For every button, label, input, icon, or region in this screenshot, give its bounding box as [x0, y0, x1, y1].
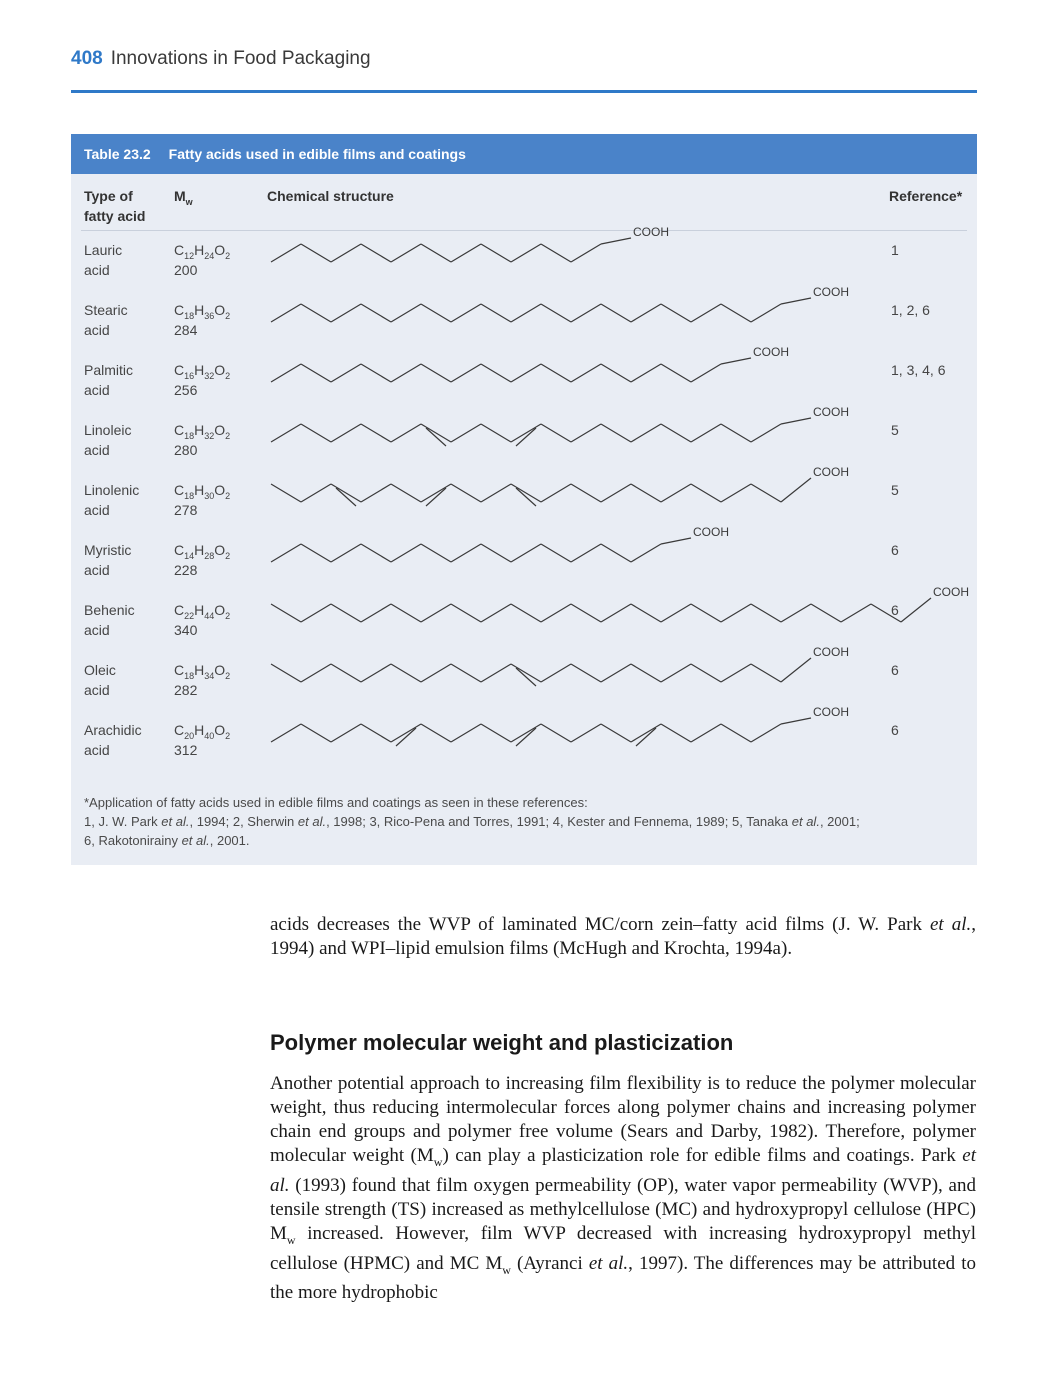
molecular-weight: 284	[174, 322, 198, 338]
cooh-label: COOH	[933, 585, 969, 599]
p2-sub-w: w	[286, 1232, 296, 1247]
chain-bond	[661, 664, 691, 682]
table-number: Table 23.2	[84, 146, 151, 162]
chain-bond	[451, 304, 481, 322]
chain-bond	[541, 424, 571, 442]
chain-bond	[481, 304, 511, 322]
formula-c: 18	[184, 490, 195, 501]
chain-bond	[301, 604, 331, 622]
acid-name-line2: acid	[84, 382, 110, 398]
p2-text-b: ) can play a plasticization role for edible films and coatings. Park	[442, 1145, 963, 1166]
formula-h: 32	[204, 430, 215, 441]
chain-bond	[331, 724, 361, 742]
fn-etal: et al.	[181, 833, 210, 848]
reference-cell: 1, 3, 4, 6	[891, 362, 946, 378]
chain-bond	[271, 484, 301, 502]
chain-bond	[781, 478, 811, 502]
chain-bond	[361, 424, 391, 442]
fatty-acids-table	[71, 134, 977, 865]
chain-bond	[571, 544, 601, 562]
acid-name-line1: Myristic	[84, 542, 132, 558]
chain-bond	[271, 724, 301, 742]
chain-bond	[601, 724, 631, 742]
molecular-weight: 312	[174, 742, 198, 758]
formula-h: 40	[204, 730, 215, 741]
fn-ref6: 6, Rakotonirainy	[84, 833, 182, 848]
paragraph-2	[270, 1072, 976, 1305]
formula-o: 2	[225, 550, 231, 561]
formula-h: 32	[204, 370, 215, 381]
molecular-formula: $C_{22}H_{44}O_2$	[174, 602, 231, 621]
chain-bond	[361, 244, 391, 262]
chain-bond	[571, 364, 601, 382]
molecular-formula: $C_{18}H_{36}O_2$	[174, 302, 231, 321]
chain-bond	[661, 304, 691, 322]
chain-bond	[811, 604, 841, 622]
p1-text-b: , 1994) and WPI–lipid emulsion films (McHugh and Krochta, 1994a).	[270, 914, 976, 959]
chain-bond	[781, 418, 811, 424]
chain-bond	[511, 364, 541, 382]
molecular-formula: $C_{18}H_{34}O_2$	[174, 662, 231, 681]
cooh-label: COOH	[813, 645, 849, 659]
chain-bond	[661, 538, 691, 544]
p2-text-e: (Ayranci	[510, 1252, 589, 1274]
formula-c: 22	[184, 610, 195, 621]
chain-bond	[511, 244, 541, 262]
chain-bond	[481, 364, 511, 382]
chain-bond	[481, 664, 511, 682]
fn-etal: et al.	[161, 814, 190, 829]
acid-name-line2: acid	[84, 442, 110, 458]
header-mw	[174, 186, 193, 212]
chain-bond	[781, 718, 811, 724]
chain-bond	[661, 424, 691, 442]
molecular-weight: 282	[174, 682, 198, 698]
chain-bond	[301, 424, 331, 442]
chain-bond	[331, 544, 361, 562]
reference-cell: 5	[891, 482, 899, 498]
acid-name-line1: Arachidic	[84, 722, 142, 738]
chain-bond	[541, 484, 571, 502]
chain-bond	[751, 484, 781, 502]
formula-c: 12	[184, 250, 195, 261]
p1-text-a: acids decreases the WVP of laminated MC/corn zein–fatty acid films (J. W. Park	[270, 914, 930, 935]
chain-bond	[391, 364, 421, 382]
section-heading: Polymer molecular weight and plasticization	[270, 1030, 734, 1055]
chain-bond	[301, 484, 331, 502]
chain-bond	[481, 724, 511, 742]
chain-bond	[511, 304, 541, 322]
chain-bond	[391, 724, 421, 742]
chain-bond	[691, 484, 721, 502]
chain-bond	[601, 484, 631, 502]
chain-bond	[871, 604, 901, 622]
molecular-weight: 228	[174, 562, 198, 578]
chain-bond	[661, 364, 691, 382]
chain-bond	[571, 244, 601, 262]
acid-name-line2: acid	[84, 562, 110, 578]
formula-o: 2	[225, 610, 231, 621]
formula-o: 2	[225, 730, 231, 741]
table-caption	[71, 134, 977, 174]
chain-bond	[421, 544, 451, 562]
chain-bond	[691, 724, 721, 742]
chain-bond	[331, 244, 361, 262]
chain-bond	[721, 724, 751, 742]
chain-bond	[541, 604, 571, 622]
chain-bond	[451, 364, 481, 382]
formula-h: 24	[204, 250, 215, 261]
p2-text-a: Another potential approach to increasing film flexibility is to reduce the polymer molecular weight, thus reducing intermolecular forces along polymer chains and increasing polymer chain end groups and polymer free volume (Sears and Darby, 1982). Therefore, polymer molecular weight (M	[270, 1073, 976, 1166]
formula-o: 2	[225, 250, 231, 261]
chain-bond	[601, 544, 631, 562]
header-mw-main: M	[174, 188, 186, 204]
fn-ref1: 1, J. W. Park	[84, 814, 162, 829]
chain-bond	[721, 304, 751, 322]
chain-bond	[271, 544, 301, 562]
chain-bond	[331, 304, 361, 322]
chain-bond	[391, 424, 421, 442]
molecular-weight: 256	[174, 382, 198, 398]
chain-bond	[451, 484, 481, 502]
chain-bond	[631, 544, 661, 562]
chain-bond	[421, 304, 451, 322]
acid-name-line1: Linoleic	[84, 422, 132, 438]
header-mw-sub: w	[185, 196, 193, 207]
chain-bond	[571, 424, 601, 442]
table-row	[71, 705, 977, 780]
fn-ref4: , 2001;	[819, 814, 860, 829]
chain-bond	[751, 724, 781, 742]
fn-etal: et al.	[297, 814, 327, 829]
chain-bond	[271, 244, 301, 262]
formula-h: 28	[204, 550, 215, 561]
chain-bond	[601, 364, 631, 382]
header-reference: Reference*	[889, 188, 963, 204]
footnote-line1: *Application of fatty acids used in edible films and coatings as seen in these references:	[84, 795, 588, 810]
cooh-label: COOH	[633, 225, 669, 239]
molecular-formula: $C_{12}H_{24}O_2$	[174, 242, 231, 261]
chain-bond	[571, 604, 601, 622]
formula-h: 34	[204, 670, 215, 681]
acid-name-line1: Stearic	[84, 302, 128, 318]
reference-cell: 6	[891, 542, 899, 558]
chain-bond	[601, 304, 631, 322]
chain-bond	[841, 604, 871, 622]
chain-bond	[361, 544, 391, 562]
p1-etal: et al.	[930, 914, 972, 935]
reference-cell: 5	[891, 422, 899, 438]
chain-bond	[331, 664, 361, 682]
footnote-line3	[84, 831, 964, 850]
chain-bond	[721, 664, 751, 682]
p2-text-f: , 1997). The differences may be attributed to the more hydrophobic	[270, 1252, 976, 1304]
chain-bond	[361, 664, 391, 682]
chain-bond	[391, 484, 421, 502]
p2-text-d: increased. However, film WVP decreased with increasing hydroxypropyl methyl cellulose (HPMC) and MC M	[270, 1222, 976, 1274]
chain-bond	[481, 484, 511, 502]
acid-name-line1: Behenic	[84, 602, 135, 618]
acid-name-line1: Lauric	[84, 242, 123, 258]
chain-bond	[271, 604, 301, 622]
formula-h: 30	[204, 490, 215, 501]
p2-sub-w: w	[502, 1262, 511, 1277]
reference-cell: 1	[891, 242, 899, 258]
formula-o: 2	[225, 310, 231, 321]
header-structure: Chemical structure	[267, 188, 394, 204]
molecular-weight: 200	[174, 262, 198, 278]
chain-bond	[391, 244, 421, 262]
chain-bond	[601, 424, 631, 442]
acid-name-line1: Palmitic	[84, 362, 134, 378]
chain-bond	[631, 724, 661, 742]
chain-bond	[301, 724, 331, 742]
chain-bond	[271, 364, 301, 382]
cooh-label: COOH	[813, 465, 849, 479]
chain-bond	[511, 484, 541, 502]
chain-bond	[571, 724, 601, 742]
table-footnote	[84, 793, 964, 850]
formula-o: 2	[225, 370, 231, 381]
chain-bond	[451, 544, 481, 562]
chain-bond	[451, 724, 481, 742]
fn-ref6-year: , 2001.	[209, 833, 250, 848]
formula-o: 2	[225, 670, 231, 681]
formula-c: 18	[184, 670, 195, 681]
acid-name-line2: acid	[84, 742, 110, 758]
chain-bond	[331, 424, 361, 442]
chain-bond	[421, 724, 451, 742]
p2-etal: et al.	[270, 1145, 976, 1196]
paragraph-1	[270, 913, 976, 961]
chain-bond	[511, 604, 541, 622]
molecular-formula: $C_{14}H_{28}O_2$	[174, 542, 231, 561]
chain-bond	[421, 244, 451, 262]
p2-text-c: (1993) found that film oxygen permeability (OP), water vapor permeability (WVP), and tensile strength (TS) increased as methylcellulose (MC) and hydroxypropyl cellulose (HPC) M	[270, 1174, 976, 1244]
header-type-line2: fatty acid	[84, 208, 146, 224]
cooh-label: COOH	[813, 405, 849, 419]
chain-bond	[751, 664, 781, 682]
chain-bond	[691, 364, 721, 382]
molecular-weight: 280	[174, 442, 198, 458]
chain-bond	[751, 424, 781, 442]
chain-bond	[541, 304, 571, 322]
formula-c: 14	[184, 550, 195, 561]
chain-bond	[361, 724, 391, 742]
chain-bond	[301, 544, 331, 562]
cooh-label: COOH	[693, 525, 729, 539]
chain-bond	[361, 304, 391, 322]
chain-bond	[421, 664, 451, 682]
chain-bond	[721, 604, 751, 622]
chain-bond	[481, 244, 511, 262]
chain-bond	[901, 598, 931, 622]
chain-bond	[541, 664, 571, 682]
chain-bond	[271, 304, 301, 322]
chain-bond	[301, 304, 331, 322]
chain-bond	[331, 364, 361, 382]
chain-bond	[601, 604, 631, 622]
molecular-formula: $C_{18}H_{30}O_2$	[174, 482, 231, 501]
acid-name-line2: acid	[84, 622, 110, 638]
running-head	[71, 48, 371, 70]
chain-bond	[391, 304, 421, 322]
chain-bond	[331, 484, 361, 502]
chain-bond	[541, 724, 571, 742]
page-number: 408	[71, 48, 103, 69]
chain-bond	[571, 304, 601, 322]
acid-name-line2: acid	[84, 502, 110, 518]
formula-h: 36	[204, 310, 215, 321]
chain-bond	[691, 664, 721, 682]
chain-bond	[271, 664, 301, 682]
chain-bond	[451, 604, 481, 622]
chain-bond	[421, 604, 451, 622]
molecular-formula: $C_{20}H_{40}O_2$	[174, 722, 231, 741]
chain-bond	[631, 304, 661, 322]
chain-bond	[631, 604, 661, 622]
chain-bond	[751, 304, 781, 322]
chain-bond	[391, 604, 421, 622]
chain-bond	[661, 604, 691, 622]
chain-bond	[391, 544, 421, 562]
formula-o: 2	[225, 490, 231, 501]
chain-bond	[691, 304, 721, 322]
chain-bond	[601, 664, 631, 682]
formula-c: 18	[184, 310, 195, 321]
chain-bond	[781, 658, 811, 682]
formula-c: 16	[184, 370, 195, 381]
chain-bond	[781, 298, 811, 304]
chain-bond	[661, 484, 691, 502]
cooh-label: COOH	[813, 285, 849, 299]
acid-name-line2: acid	[84, 262, 110, 278]
chain-bond	[601, 238, 631, 244]
acid-name-line2: acid	[84, 682, 110, 698]
reference-cell: 1, 2, 6	[891, 302, 930, 318]
formula-h: 44	[204, 610, 215, 621]
book-title: Innovations in Food Packaging	[110, 48, 371, 69]
chain-bond	[511, 724, 541, 742]
acid-name-line1: Oleic	[84, 662, 116, 678]
reference-cell: 6	[891, 662, 899, 678]
formula-o: 2	[225, 430, 231, 441]
reference-cell: 6	[891, 602, 899, 618]
chain-bond	[541, 544, 571, 562]
chain-bond	[421, 364, 451, 382]
chain-bond	[721, 484, 751, 502]
chain-bond	[631, 424, 661, 442]
formula-c: 20	[184, 730, 195, 741]
chain-bond	[721, 424, 751, 442]
molecular-formula: $C_{16}H_{32}O_2$	[174, 362, 231, 381]
chain-bond	[781, 604, 811, 622]
header-rule	[71, 90, 977, 93]
chain-bond	[511, 424, 541, 442]
chain-bond	[541, 244, 571, 262]
chemical-structure	[71, 698, 977, 768]
chain-bond	[541, 364, 571, 382]
formula-c: 18	[184, 430, 195, 441]
fn-etal: et al.	[791, 814, 820, 829]
molecular-weight: 278	[174, 502, 198, 518]
fn-ref3: , 1998; 3, Rico-Pena and Torres, 1991; 4, Kester and Fennema, 1989; 5, Tanaka	[326, 814, 792, 829]
chain-bond	[631, 664, 661, 682]
chain-bond	[691, 604, 721, 622]
chain-bond	[571, 664, 601, 682]
chain-bond	[301, 244, 331, 262]
chain-bond	[331, 604, 361, 622]
chain-bond	[661, 724, 691, 742]
chain-bond	[481, 424, 511, 442]
header-type-line1: Type of	[84, 188, 133, 204]
chain-bond	[271, 424, 301, 442]
chain-bond	[421, 424, 451, 442]
chain-bond	[361, 364, 391, 382]
chain-bond	[361, 484, 391, 502]
acid-name-line1: Linolenic	[84, 482, 140, 498]
footnote-line2	[84, 812, 964, 831]
p2-etal: et al.	[588, 1252, 629, 1274]
cooh-label: COOH	[813, 705, 849, 719]
chain-bond	[451, 424, 481, 442]
fn-ref2: , 1994; 2, Sherwin	[189, 814, 298, 829]
cooh-label: COOH	[753, 345, 789, 359]
chain-bond	[361, 604, 391, 622]
chain-bond	[631, 484, 661, 502]
chain-bond	[571, 484, 601, 502]
acid-name-line2: acid	[84, 322, 110, 338]
chain-bond	[511, 544, 541, 562]
chain-bond	[751, 604, 781, 622]
chain-bond	[301, 364, 331, 382]
chain-bond	[511, 664, 541, 682]
chain-bond	[451, 244, 481, 262]
molecular-formula: $C_{18}H_{32}O_2$	[174, 422, 231, 441]
chain-bond	[421, 484, 451, 502]
table-title: Fatty acids used in edible films and coatings	[168, 146, 466, 162]
p2-sub-w: w	[433, 1154, 443, 1169]
chain-bond	[481, 544, 511, 562]
chain-bond	[451, 664, 481, 682]
chain-bond	[721, 358, 751, 364]
chain-bond	[691, 424, 721, 442]
chain-bond	[301, 664, 331, 682]
molecular-weight: 340	[174, 622, 198, 638]
chain-bond	[631, 364, 661, 382]
chain-bond	[391, 664, 421, 682]
reference-cell: 6	[891, 722, 899, 738]
chain-bond	[481, 604, 511, 622]
